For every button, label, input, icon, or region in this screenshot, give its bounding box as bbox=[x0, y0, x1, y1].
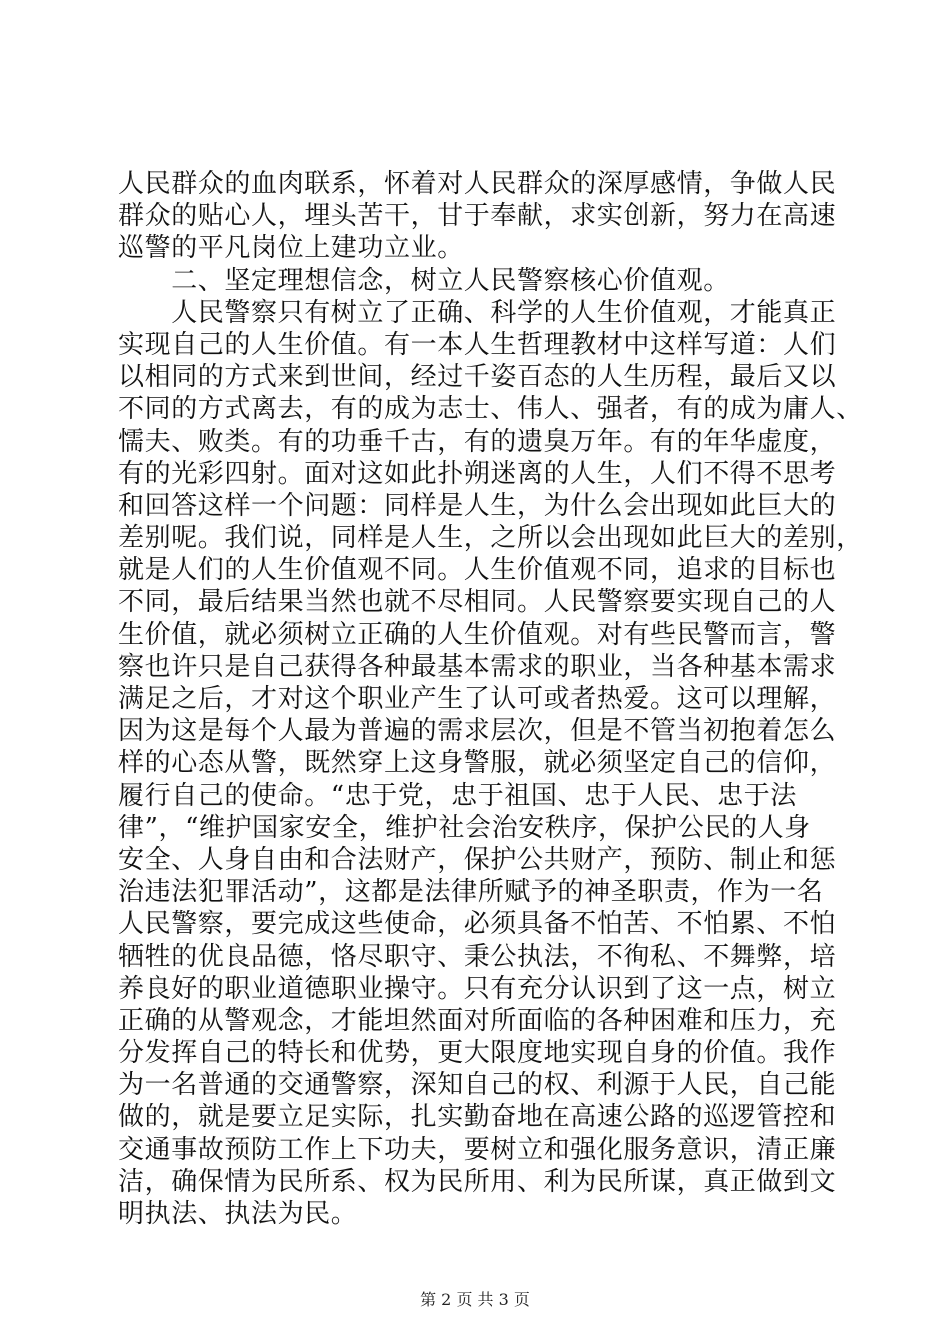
text-line: 明执法、执法为民。 bbox=[118, 1199, 358, 1229]
text-line: 为一名普通的交通警察，深知自己的权、利源于人民，自己能 bbox=[118, 1070, 837, 1101]
paragraph-start-line: 人民警察只有树立了正确、科学的人生价值观，才能真正 bbox=[118, 297, 837, 328]
text-line: 就是人们的人生价值观不同。人生价值观不同，追求的目标也 bbox=[118, 555, 837, 586]
text-line: 不同，最后结果当然也就不尽相同。人民警察要实现自己的人 bbox=[118, 587, 837, 618]
text-line: 察也许只是自己获得各种最基本需求的职业，当各种基本需求 bbox=[118, 651, 837, 682]
text-line: 实现自己的人生价值。有一本人生哲理教材中这样写道：人们 bbox=[118, 329, 837, 360]
text-line: 有的光彩四射。面对这如此扑朔迷离的人生，人们不得不思考 bbox=[118, 458, 837, 489]
text-line: 群众的贴心人，埋头苦干，甘于奉献，求实创新，努力在高速 bbox=[118, 201, 837, 232]
text-line: 懦夫、败类。有的功垂千古，有的遗臭万年。有的年华虚度， bbox=[118, 426, 837, 457]
text-line: 不同的方式离去，有的成为志士、伟人、强者，有的成为庸人、 bbox=[118, 394, 863, 425]
document-body bbox=[118, 168, 863, 1230]
text-line: 和回答这样一个问题：同样是人生，为什么会出现如此巨大的 bbox=[118, 490, 837, 521]
text-line: 牺牲的优良品德，恪尽职守、秉公执法，不徇私、不舞弊，培 bbox=[118, 941, 837, 972]
text-line: 养良好的职业道德职业操守。只有充分认识到了这一点，树立 bbox=[118, 973, 837, 1004]
text-line: 洁，确保情为民所系、权为民所用、利为民所谋，真正做到文 bbox=[118, 1166, 837, 1197]
text-line: 以相同的方式来到世间，经过千姿百态的人生历程，最后又以 bbox=[118, 362, 837, 393]
text-line: 巡警的平凡岗位上建功立业。 bbox=[118, 233, 464, 264]
text-line: 分发挥自己的特长和优势，更大限度地实现自身的价值。我作 bbox=[118, 1038, 837, 1069]
text-line: 正确的从警观念，才能坦然面对所面临的各种困难和压力，充 bbox=[118, 1005, 837, 1036]
text-line: 满足之后，才对这个职业产生了认可或者热爱。这可以理解， bbox=[118, 684, 837, 714]
text-line: 样的心态从警，既然穿上这身警服，就必须坚定自己的信仰， bbox=[118, 748, 837, 779]
text-line: 履行自己的使命。“忠于党，忠于祖国、忠于人民、忠于法 bbox=[118, 780, 797, 811]
text-line: 人民警察，要完成这些使命，必须具备不怕苦、不怕累、不怕 bbox=[118, 909, 837, 940]
text-line: 律”，“维护国家安全，维护社会治安秩序，保护公民的人身 bbox=[118, 812, 811, 843]
text-line: 生价值，就必须树立正确的人生价值观。对有些民警而言，警 bbox=[118, 619, 837, 650]
text-line: 差别呢。我们说，同样是人生，之所以会出现如此巨大的差别， bbox=[118, 523, 863, 554]
text-line: 因为这是每个人最为普遍的需求层次，但是不管当初抱着怎么 bbox=[118, 716, 837, 747]
text-line: 交通事故预防工作上下功夫，要树立和强化服务意识，清正廉 bbox=[118, 1134, 837, 1165]
text-line: 做的，就是要立足实际，扎实勤奋地在高速公路的巡逻管控和 bbox=[118, 1102, 837, 1133]
text-line: 人民群众的血肉联系，怀着对人民群众的深厚感情，争做人民 bbox=[118, 169, 837, 199]
text-line: 安全、人身自由和合法财产，保护公共财产，预防、制止和惩 bbox=[118, 844, 837, 875]
section-heading: 二、坚定理想信念，树立人民警察核心价值观。 bbox=[118, 265, 730, 296]
text-line: 治违法犯罪活动”，这都是法律所赋予的神圣职责，作为一名 bbox=[118, 877, 824, 908]
page-number: 第 2 页 共 3 页 bbox=[420, 1290, 530, 1309]
page-footer bbox=[0, 1290, 950, 1310]
